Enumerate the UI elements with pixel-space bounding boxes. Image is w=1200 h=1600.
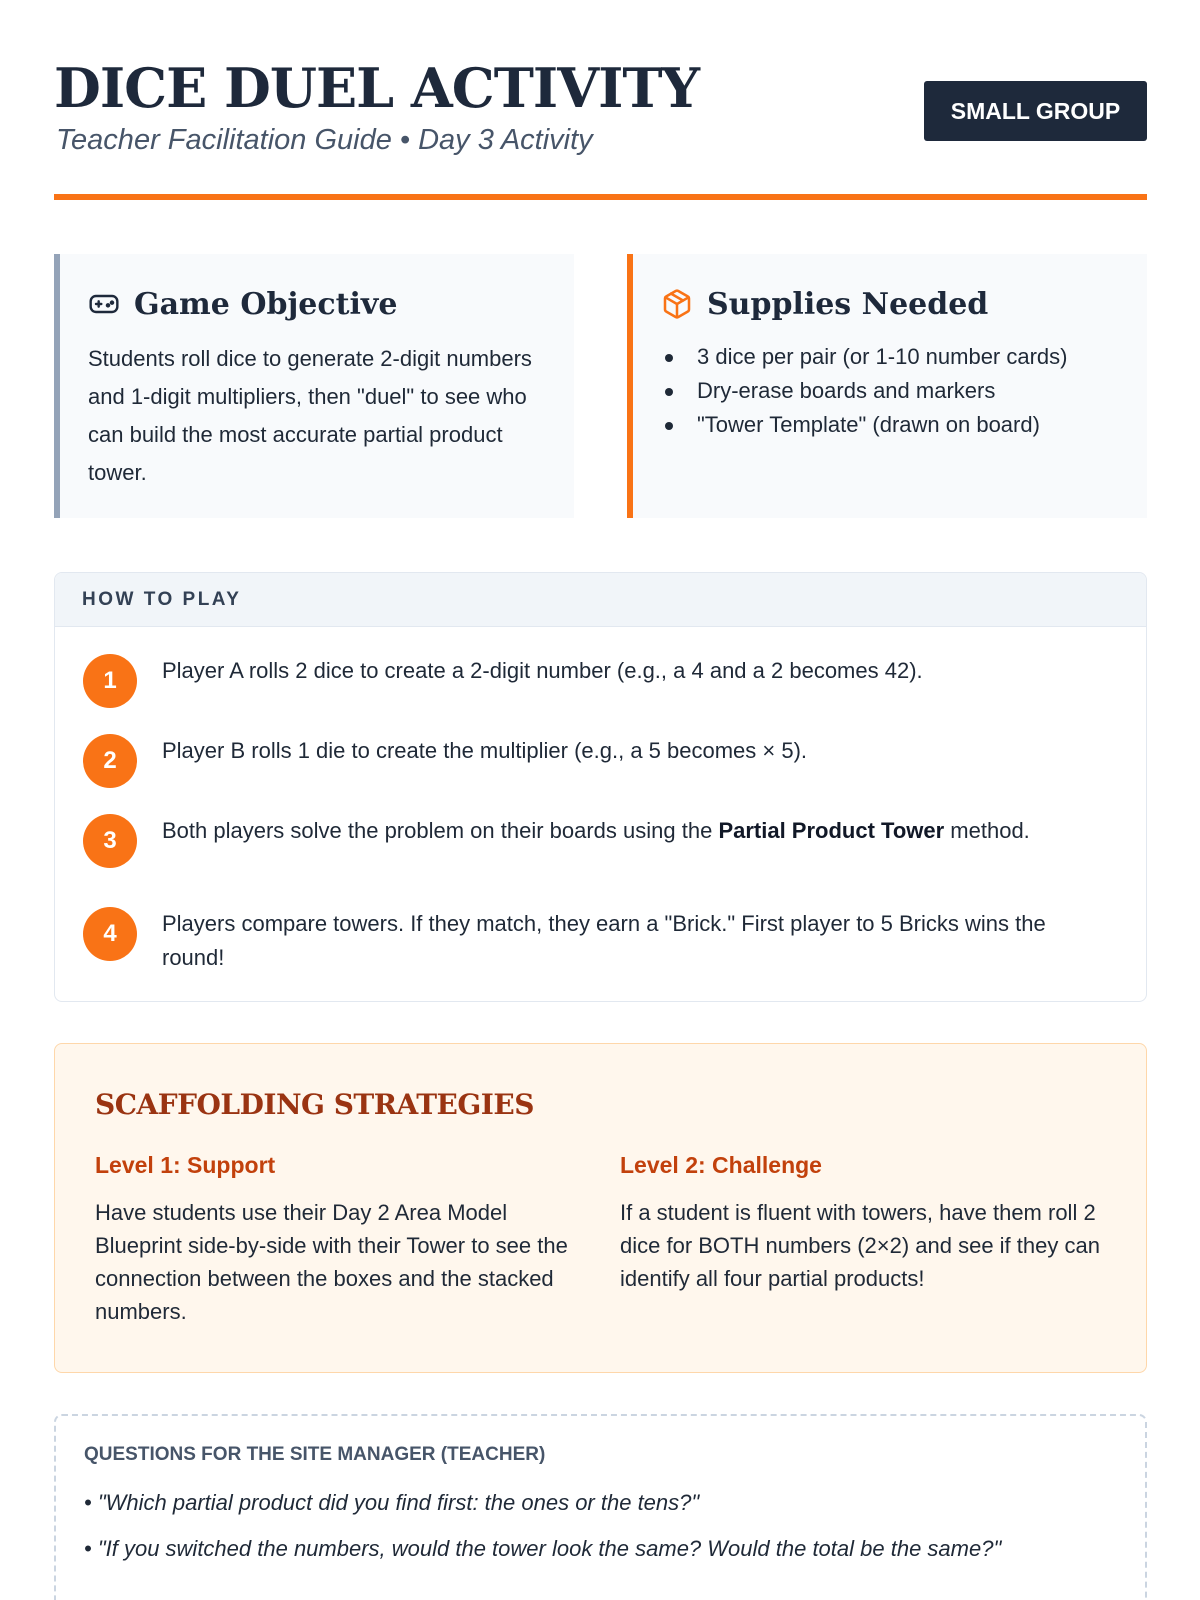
step-number: 3 [83,814,137,868]
supplies-card [627,254,1147,518]
activity-guide-page [54,0,1147,1600]
step-number: 1 [83,654,137,708]
step-text-emphasis: Partial Product Tower [718,818,945,843]
supplies-list [661,340,1131,442]
header-divider [54,194,1147,200]
gamepad-icon [88,288,120,320]
supplies-title: Supplies Needed [707,286,989,322]
step-text [162,814,1092,848]
game-objective-header [88,284,397,324]
support-level [95,1152,575,1328]
game-objective-card [54,254,574,518]
level-title: Level 1: Support [95,1152,276,1178]
scaffolding-title: SCAFFOLDING STRATEGIES [95,1088,534,1121]
step-text-part: Both players solve the problem on their boards using the [162,818,719,843]
step-text: Player B rolls 1 die to create the multiplier (e.g., a 5 becomes × 5). [162,738,808,763]
box-icon [661,288,693,320]
level-title: Level 2: Challenge [620,1152,822,1178]
page-subtitle: Teacher Facilitation Guide • Day 3 Activity [56,124,593,156]
group-size-badge: SMALL GROUP [924,81,1147,141]
how-to-play-panel [54,572,1147,1002]
supply-item: 3 dice per pair (or 1-10 number cards) [661,340,1131,374]
step-number: 4 [83,907,137,961]
question-item: • "If you switched the numbers, would the tower look the same? Would the total be the same?" [84,1536,1002,1561]
questions-title: QUESTIONS FOR THE SITE MANAGER (TEACHER) [84,1444,546,1465]
game-objective-title: Game Objective [134,286,398,322]
step-text: Players compare towers. If they match, they earn a "Brick." First player to 5 Bricks wins the round! [162,911,1046,970]
step-text-part: method. [944,818,1030,843]
challenge-level [620,1152,1100,1295]
page-title: DICE DUEL ACTIVITY [54,56,700,120]
questions-list [84,1486,1094,1578]
how-to-play-heading: HOW TO PLAY [55,573,1146,627]
scaffolding-panel [54,1043,1147,1373]
supply-item: Dry-erase boards and markers [661,374,1131,408]
teacher-questions-panel [54,1414,1147,1600]
level-text: If a student is fluent with towers, have them roll 2 dice for BOTH numbers (2×2) and see if they can identify all four partial products! [620,1200,1100,1291]
supplies-header [661,284,988,324]
level-text: Have students use their Day 2 Area Model Blueprint side-by-side with their Tower to see the connection between the boxes and the stacked numbers. [95,1200,568,1324]
step-number: 2 [83,734,137,788]
page-header [54,52,1147,202]
supply-item: "Tower Template" (drawn on board) [661,408,1131,442]
question-item: • "Which partial product did you find first: the ones or the tens?" [84,1490,700,1515]
step-text: Player A rolls 2 dice to create a 2-digit number (e.g., a 4 and a 2 becomes 42). [162,658,923,683]
game-objective-text: Students roll dice to generate 2-digit numbers and 1-digit multipliers, then "duel" to see who can build the most accurate partial product tower. [88,346,532,485]
